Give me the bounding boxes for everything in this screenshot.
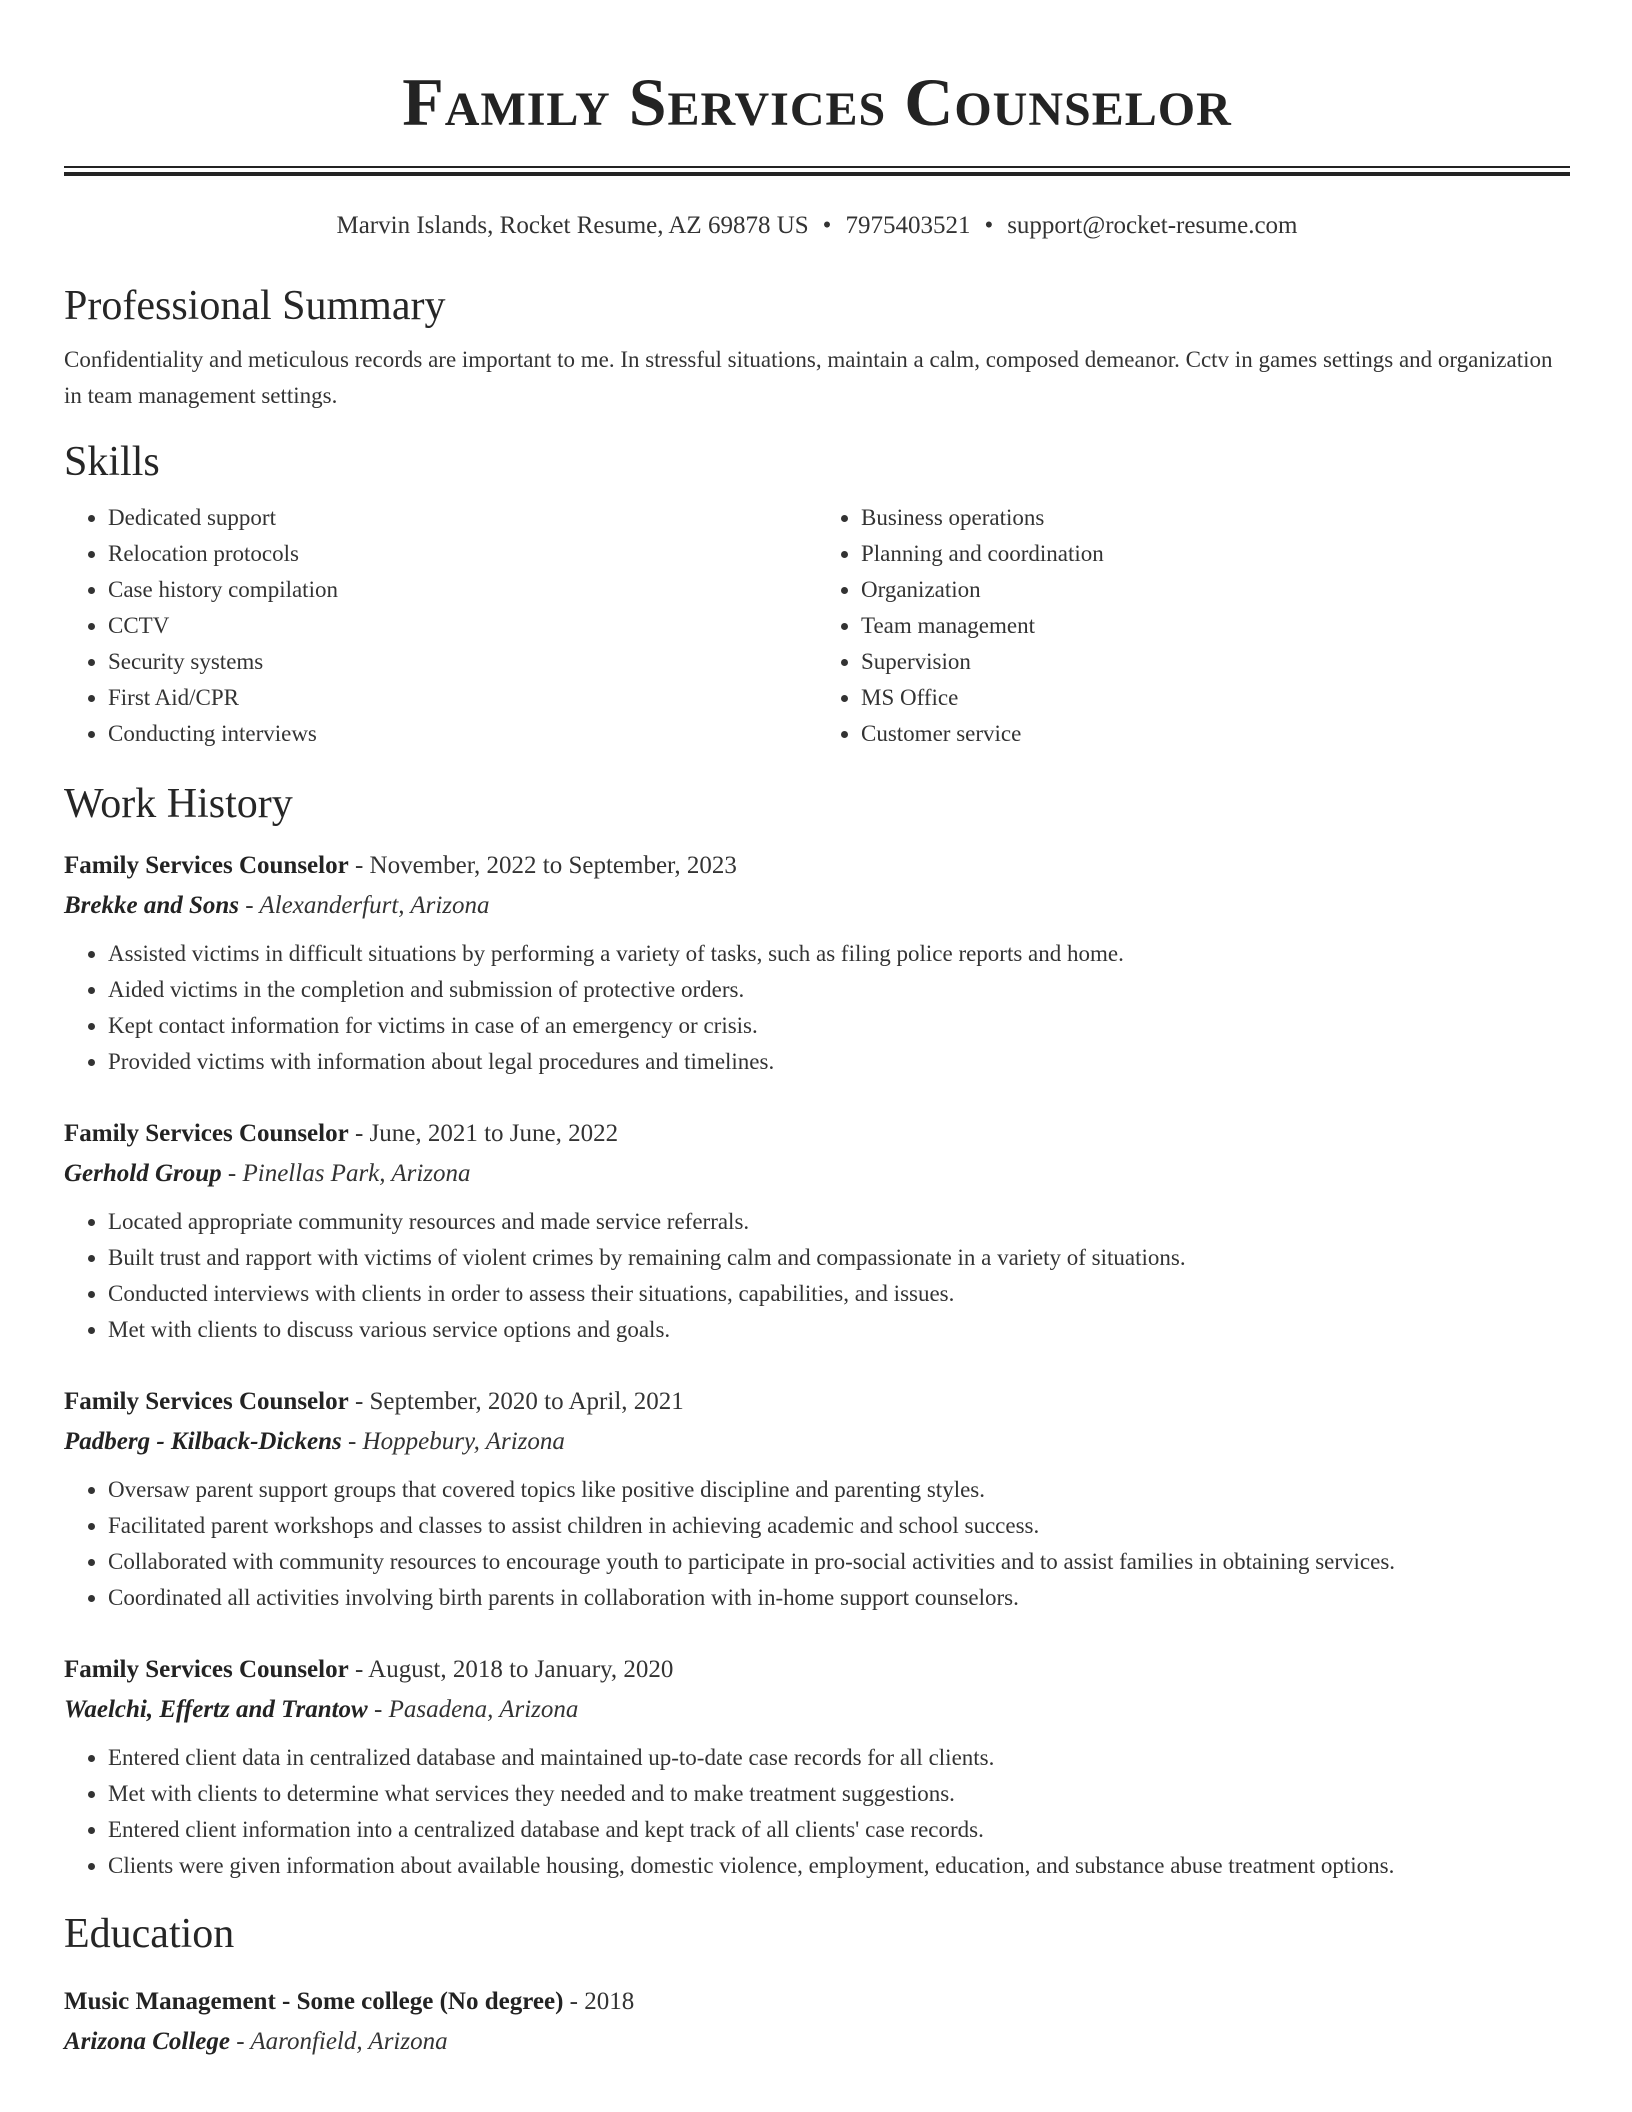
skills-list-left: [64, 500, 817, 752]
skill-item: • Conducting interviews: [108, 716, 817, 752]
job-bullet: • Built trust and rapport with victims of violent crimes by remaining calm and compassionate in a variety of situations.: [108, 1240, 1570, 1276]
job-entry: [64, 846, 1570, 1080]
job-location: - Pinellas Park, Arizona: [221, 1160, 471, 1187]
job-location: - Alexanderfurt, Arizona: [239, 892, 490, 919]
skill-item: • Business operations: [861, 500, 1570, 536]
header-divider: [64, 166, 1570, 176]
job-bullets: [64, 1472, 1570, 1616]
job-title: Family Services Counselor: [64, 852, 349, 879]
job-bullet: • Met with clients to determine what services they needed and to make treatment suggestions.: [108, 1776, 1570, 1812]
skill-item: • CCTV: [108, 608, 817, 644]
job-dates: - November, 2022 to September, 2023: [348, 852, 737, 879]
job-title-line: [64, 1382, 1570, 1422]
summary-text: Confidentiality and meticulous records are important to me. In stressful situations, maintain a calm, composed demeanor. Cctv in games settings and organization in team management settings.: [64, 347, 1553, 408]
contact-separator: •: [822, 212, 832, 239]
degree-year: - 2018: [563, 1988, 635, 2015]
job-company-line: [64, 886, 1570, 926]
job-company-line: [64, 1422, 1570, 1462]
job-location: - Pasadena, Arizona: [367, 1696, 579, 1723]
skills-section: [64, 436, 1570, 752]
skill-item: • Organization: [861, 572, 1570, 608]
contact-separator: •: [984, 212, 994, 239]
work-history-section: [64, 778, 1570, 1884]
job-bullet: • Conducted interviews with clients in order to assess their situations, capabilities, and issues.: [108, 1276, 1570, 1312]
job-company: Padberg - Kilback-Dickens: [64, 1428, 342, 1455]
education-entry: [64, 1982, 1570, 2062]
job-bullet: • Oversaw parent support groups that covered topics like positive discipline and parenting styles.: [108, 1472, 1570, 1508]
job-title-line: [64, 846, 1570, 886]
job-entry: [64, 1650, 1570, 1884]
skill-item: • Planning and coordination: [861, 536, 1570, 572]
school-line: [64, 2022, 1570, 2062]
job-bullet: • Met with clients to discuss various service options and goals.: [108, 1312, 1570, 1348]
job-location: - Hoppebury, Arizona: [341, 1428, 565, 1455]
job-entry: [64, 1114, 1570, 1348]
degree-line: [64, 1982, 1570, 2022]
job-entry: [64, 1382, 1570, 1616]
job-bullet: • Collaborated with community resources to encourage youth to participate in pro-social activities and to assist families in obtaining services.: [108, 1544, 1570, 1580]
job-bullets: [64, 1204, 1570, 1348]
skill-item: • Relocation protocols: [108, 536, 817, 572]
job-bullet: • Provided victims with information about legal procedures and timelines.: [108, 1044, 1570, 1080]
job-company-line: [64, 1154, 1570, 1194]
skills-list-right: [817, 500, 1570, 752]
skills-grid: [64, 500, 1570, 752]
job-company-line: [64, 1690, 1570, 1730]
skill-item: • Dedicated support: [108, 500, 817, 536]
job-bullet: • Entered client information into a centralized database and kept track of all clients' case records.: [108, 1812, 1570, 1848]
resume-page: [64, 0, 1570, 2062]
education-section: [64, 1908, 1570, 2062]
skill-item: • Customer service: [861, 716, 1570, 752]
contact-email: support@rocket-resume.com: [1007, 212, 1298, 239]
job-bullet: • Coordinated all activities involving birth parents in collaboration with in-home support counselors.: [108, 1580, 1570, 1616]
job-dates: - August, 2018 to January, 2020: [348, 1656, 674, 1683]
job-bullets: [64, 1740, 1570, 1884]
contact-address: Marvin Islands, Rocket Resume, AZ 69878 US: [336, 212, 809, 239]
job-company: Waelchi, Effertz and Trantow: [64, 1696, 368, 1723]
job-bullet: • Facilitated parent workshops and classes to assist children in achieving academic and school success.: [108, 1508, 1570, 1544]
work-history-heading: Work History: [64, 781, 293, 827]
job-title-line: [64, 1650, 1570, 1690]
job-bullet: • Aided victims in the completion and submission of protective orders.: [108, 972, 1570, 1008]
skill-item: • MS Office: [861, 680, 1570, 716]
resume-name: Family Services Counselor: [402, 64, 1232, 140]
job-bullet: • Entered client data in centralized database and maintained up-to-date case records for all clients.: [108, 1740, 1570, 1776]
summary-heading: Professional Summary: [64, 283, 446, 329]
job-dates: - June, 2021 to June, 2022: [348, 1120, 619, 1147]
job-bullet: • Kept contact information for victims in case of an emergency or crisis.: [108, 1008, 1570, 1044]
education-heading: Education: [64, 1911, 235, 1957]
job-company: Brekke and Sons: [64, 892, 240, 919]
job-title: Family Services Counselor: [64, 1120, 349, 1147]
job-bullets: [64, 936, 1570, 1080]
job-bullet: • Clients were given information about available housing, domestic violence, employment, education, and substance abuse treatment options.: [108, 1848, 1570, 1884]
skill-item: • Security systems: [108, 644, 817, 680]
summary-section: [64, 280, 1570, 414]
skill-item: • Supervision: [861, 644, 1570, 680]
job-bullet: • Located appropriate community resources and made service referrals.: [108, 1204, 1570, 1240]
job-title: Family Services Counselor: [64, 1388, 349, 1415]
school-name: Arizona College: [64, 2028, 230, 2055]
job-dates: - September, 2020 to April, 2021: [348, 1388, 684, 1415]
job-title: Family Services Counselor: [64, 1656, 349, 1683]
job-company: Gerhold Group: [64, 1160, 222, 1187]
job-title-line: [64, 1114, 1570, 1154]
skill-item: • First Aid/CPR: [108, 680, 817, 716]
school-location: - Aaronfield, Arizona: [230, 2028, 448, 2055]
contact-phone: 7975403521: [845, 212, 971, 239]
contact-line: [64, 210, 1570, 242]
skill-item: • Team management: [861, 608, 1570, 644]
degree: Music Management - Some college (No degree): [64, 1988, 564, 2015]
skill-item: • Case history compilation: [108, 572, 817, 608]
skills-heading: Skills: [64, 439, 160, 485]
job-bullet: • Assisted victims in difficult situations by performing a variety of tasks, such as filing police reports and home.: [108, 936, 1570, 972]
